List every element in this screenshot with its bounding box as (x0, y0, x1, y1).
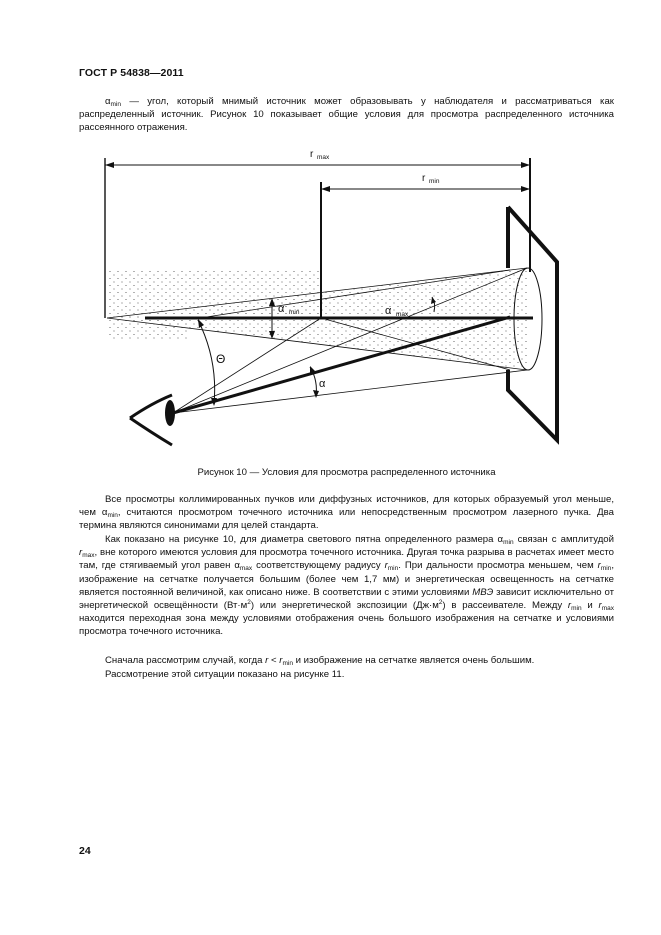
p2-text-i: ) в рассеивателе. Между (442, 600, 568, 612)
p2-text-k: находится переходная зона между условиями отображения очень большого изображения на сетчатке и условиями просмотра точечного источника. (79, 613, 614, 638)
document-header: ГОСТ Р 54838—2011 (79, 67, 184, 79)
p2-r5-sub: max (601, 605, 614, 613)
rmax-arrow-right (521, 162, 530, 168)
p3-lt: < (268, 655, 280, 666)
rmin-label-sub: min (429, 178, 440, 185)
p2-mpe: МВЭ (472, 586, 494, 598)
paragraph-3 (79, 654, 614, 667)
theta-label: Θ (216, 352, 226, 366)
alpha-min-label-sub: min (289, 309, 300, 316)
paragraph-4: Рассмотрение этой ситуации показано на рисунке 11. (105, 669, 345, 680)
paragraph-2 (79, 533, 614, 639)
p2-r4-sub: min (571, 605, 582, 613)
p1-text-b: , считаются просмотром точечного источника или непосредственным просмотром лазерного пучка. Два термина являются синонимами для целей стандарта. (79, 507, 614, 532)
p2-sup-1: 2 (247, 599, 251, 607)
p1-alpha: α (101, 507, 108, 519)
p1-text-a: Все просмотры коллимированных пучков или диффузных источников, для которых образуемый угол меньше, чем (79, 494, 614, 519)
p2-text-c: , вне которого имеются условия для просмотра точечного источника. Другая точка разрыва в расчетах имеет место там, где стягиваемый угол равен (79, 547, 614, 572)
p2-r1-sub: max (82, 552, 95, 560)
p2-sup-2: 2 (438, 599, 443, 607)
rmin-arrow-left (321, 186, 330, 192)
p2-alpha-max: α (234, 560, 240, 572)
p3-r: r (265, 655, 269, 666)
p2-alpha-min: α (497, 534, 504, 545)
figure-caption: Рисунок 10 — Условия для просмотра распределенного источника (197, 467, 496, 478)
p2-text-e: . При дальности просмотра меньшем, чем (398, 560, 598, 572)
alpha-min-label: α (278, 303, 285, 315)
rmax-arrow-left (105, 162, 114, 168)
rmin-arrow-right (521, 186, 530, 192)
lower-dotted-area (107, 318, 187, 340)
alpha-subscript: min (110, 101, 122, 108)
p2-text-j: и (581, 600, 599, 612)
rmax-label: r (310, 149, 314, 160)
page-number: 24 (79, 845, 91, 857)
p2-r2-sub: min (387, 565, 399, 573)
p3-text-b: и изображение на сетчатке является очень большим. (292, 655, 535, 666)
alpha-max-label-sub: max (396, 311, 409, 318)
p1-alpha-sub: min (107, 512, 118, 520)
p3-r2-sub: min (282, 660, 293, 667)
alpha-max-label: α (385, 305, 392, 317)
p2-text-g: зависит исключительно от энергетической освещённости (Вт·м (79, 586, 614, 612)
p2-text-b: связан с амплитудой (513, 534, 614, 545)
p2-text-d: соответствующему радиусу (252, 560, 385, 572)
paragraph-1 (79, 493, 614, 533)
alpha-symbol: α (105, 96, 111, 107)
p2-text-h: ) или энергетической экспозиции (Дж·м (250, 600, 439, 612)
p2-r1: r (79, 547, 83, 559)
alpha-arrow-bottom (313, 390, 319, 398)
p2-r5: r (598, 600, 602, 612)
p2-text-f: , изображение на сетчатке получается большим (более чем 1,7 мм) и энергетическая освещенность на сетчатке является постоянной величиной, как описано ниже. В соответствии с этими условиями (79, 560, 614, 598)
p2-text-a: Как показано на рисунке 10, для диаметра светового пятна определенного размера (105, 534, 498, 545)
intro-text: — угол, который мнимый источник может образовывать у наблюдателя и рассматриваться как распределенный источник. Рисунок 10 показывает общие условия для просмотра распределенного источника рассеянного отражения. (79, 96, 614, 134)
rmin-label: r (422, 173, 426, 184)
p3-text-a: Сначала рассмотрим случай, когда (105, 655, 266, 666)
p2-alpha-min-sub: min (503, 539, 514, 546)
p2-alpha-max-sub: max (239, 565, 253, 573)
p2-r3-sub: min (600, 565, 612, 573)
alpha-label: α (319, 378, 326, 390)
p2-r2: r (384, 560, 388, 572)
p3-r2: r (279, 655, 283, 666)
p2-r4: r (567, 600, 572, 612)
p2-r3: r (597, 560, 601, 572)
rmax-label-sub: max (317, 154, 330, 161)
eye-icon (130, 395, 175, 445)
